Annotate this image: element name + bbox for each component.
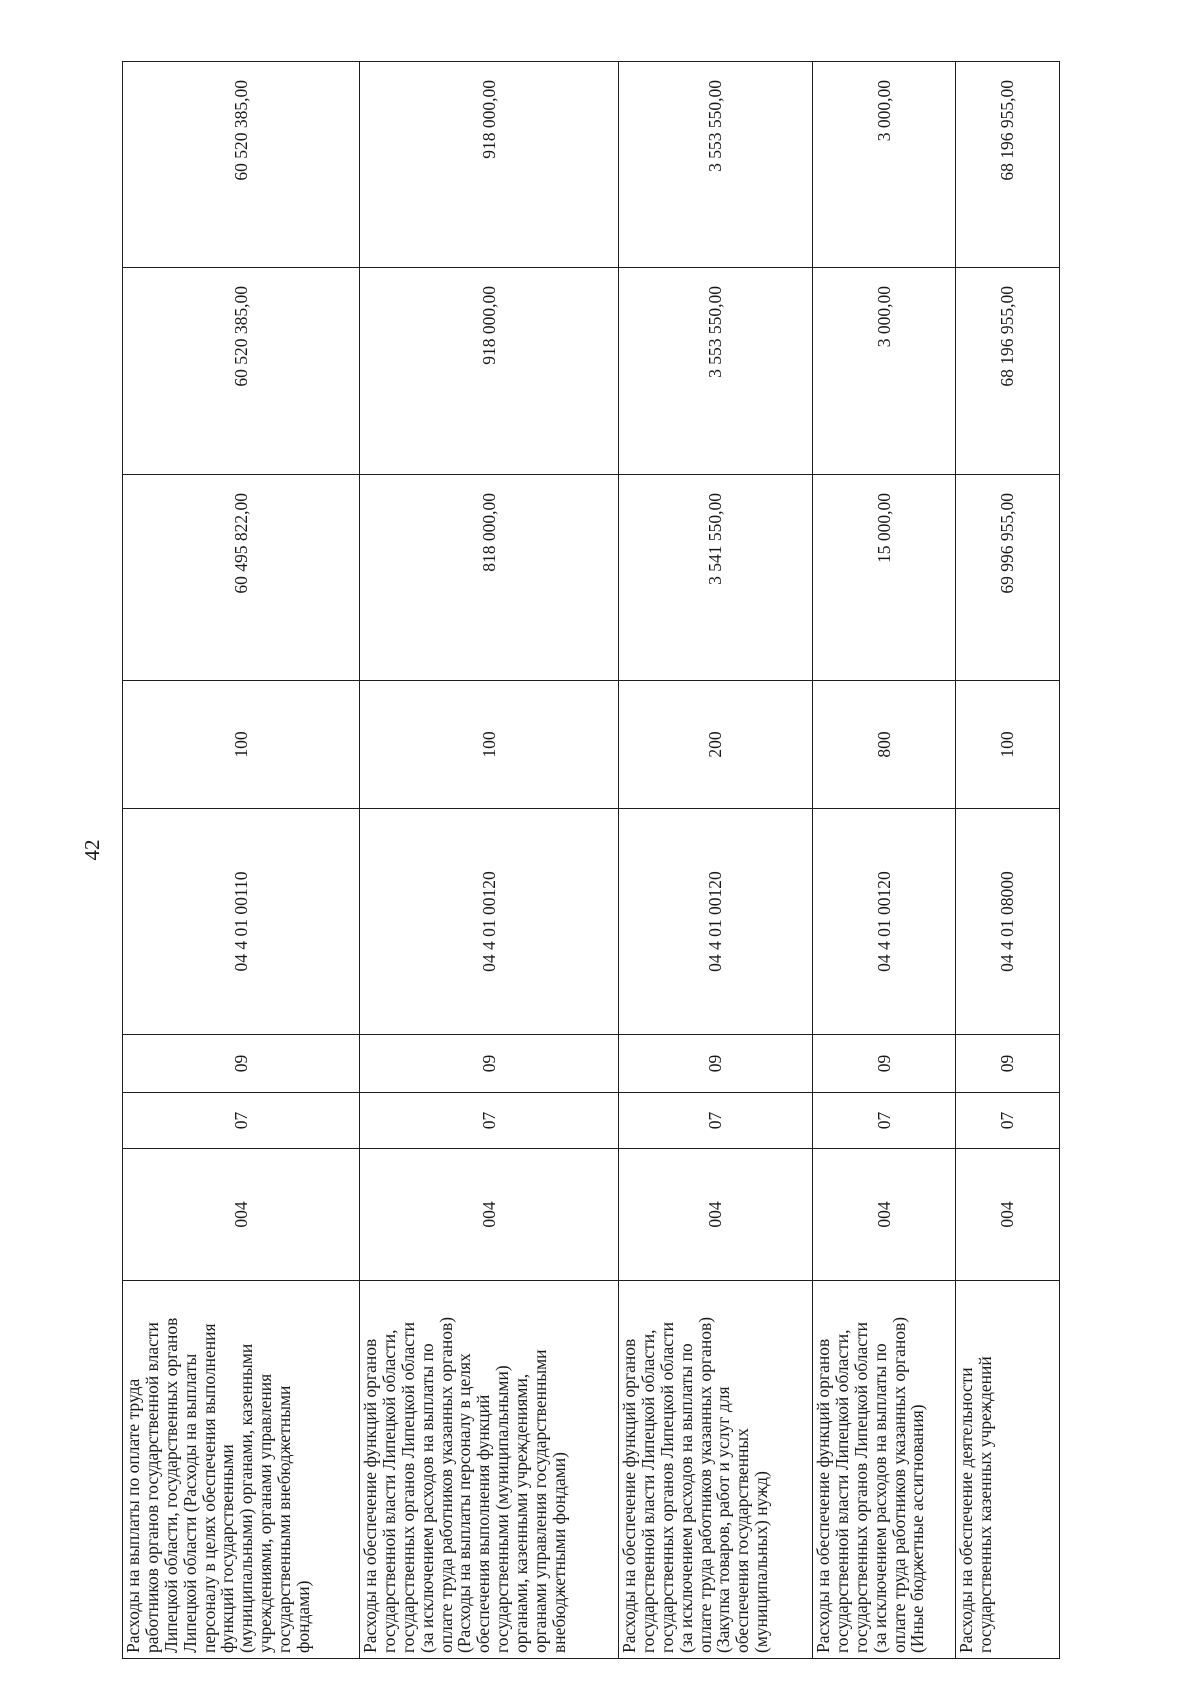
ministry-code: 004 — [813, 1149, 956, 1281]
subsection-code: 09 — [813, 1035, 956, 1093]
section-code: 07 — [619, 1093, 813, 1149]
amount-year-2: 918 000,00 — [360, 268, 619, 475]
amount-year-3: 918 000,00 — [360, 62, 619, 268]
amount-year-1: 3 541 550,00 — [619, 475, 813, 681]
budget-table-area — [122, 62, 1059, 1659]
ministry-code: 004 — [956, 1149, 1060, 1281]
row-description: Расходы на обеспечение функций органов государственной власти Липецкой области, государственных органов Липецкой области (за исключением расходов на выплаты по оплате труда работников указанных органов) (Иные бюджетные ассигнования) — [813, 1281, 956, 1659]
row-description: Расходы на обеспечение функций органов государственной власти Липецкой области, государственных органов Липецкой области (за исключением расходов на выплаты по оплате труда работников указанных органов) (Закупка товаров, работ и услуг для обеспечения государственных (муниципальных) нужд) — [619, 1281, 813, 1659]
table-row — [956, 62, 1060, 1659]
amount-year-1: 818 000,00 — [360, 475, 619, 681]
subsection-code: 09 — [956, 1035, 1060, 1093]
amount-year-3: 3 553 550,00 — [619, 62, 813, 268]
section-code: 07 — [956, 1093, 1060, 1149]
amount-year-1: 15 000,00 — [813, 475, 956, 681]
rotated-table-wrapper — [122, 62, 1059, 1659]
expense-type-code: 200 — [619, 681, 813, 809]
table-row — [619, 62, 813, 1659]
subsection-code: 09 — [123, 1035, 360, 1093]
target-item-code: 04 4 01 08000 — [956, 809, 1060, 1035]
amount-year-2: 3 553 550,00 — [619, 268, 813, 475]
section-code: 07 — [123, 1093, 360, 1149]
subsection-code: 09 — [360, 1035, 619, 1093]
target-item-code: 04 4 01 00120 — [360, 809, 619, 1035]
subsection-code: 09 — [619, 1035, 813, 1093]
table-row — [813, 62, 956, 1659]
row-description: Расходы на выплаты по оплате труда работников органов государственной власти Липецкой области, государственных органов Липецкой области (Расходы на выплаты персоналу в целях обеспечения выполнения функций государственными (муниципальными) органами, казенными учреждениями, органами управления государственными внебюджетными фондами) — [123, 1281, 360, 1659]
amount-year-2: 3 000,00 — [813, 268, 956, 475]
target-item-code: 04 4 01 00110 — [123, 809, 360, 1035]
page-number: 42 — [80, 839, 104, 861]
expense-type-code: 100 — [123, 681, 360, 809]
table-row — [360, 62, 619, 1659]
expense-type-code: 100 — [360, 681, 619, 809]
table-row — [123, 62, 360, 1659]
section-code: 07 — [813, 1093, 956, 1149]
amount-year-3: 60 520 385,00 — [123, 62, 360, 268]
target-item-code: 04 4 01 00120 — [813, 809, 956, 1035]
section-code: 07 — [360, 1093, 619, 1149]
amount-year-1: 60 495 822,00 — [123, 475, 360, 681]
row-description: Расходы на обеспечение деятельности государственных казенных учреждений — [956, 1281, 1060, 1659]
amount-year-3: 3 000,00 — [813, 62, 956, 268]
ministry-code: 004 — [360, 1149, 619, 1281]
expense-type-code: 800 — [813, 681, 956, 809]
target-item-code: 04 4 01 00120 — [619, 809, 813, 1035]
ministry-code: 004 — [619, 1149, 813, 1281]
amount-year-2: 60 520 385,00 — [123, 268, 360, 475]
expense-type-code: 100 — [956, 681, 1060, 809]
amount-year-3: 68 196 955,00 — [956, 62, 1060, 268]
amount-year-2: 68 196 955,00 — [956, 268, 1060, 475]
budget-table — [122, 61, 1060, 1659]
ministry-code: 004 — [123, 1149, 360, 1281]
amount-year-1: 69 996 955,00 — [956, 475, 1060, 681]
row-description: Расходы на обеспечение функций органов государственной власти Липецкой области, государственных органов Липецкой области (за исключением расходов на выплаты по оплате труда работников указанных органов) (Расходы на выплаты персоналу в целях обеспечения выполнения функций государственными (муниципальными) органами, казенными учреждениями, органами управления государственными внебюджетными фондами) — [360, 1281, 619, 1659]
